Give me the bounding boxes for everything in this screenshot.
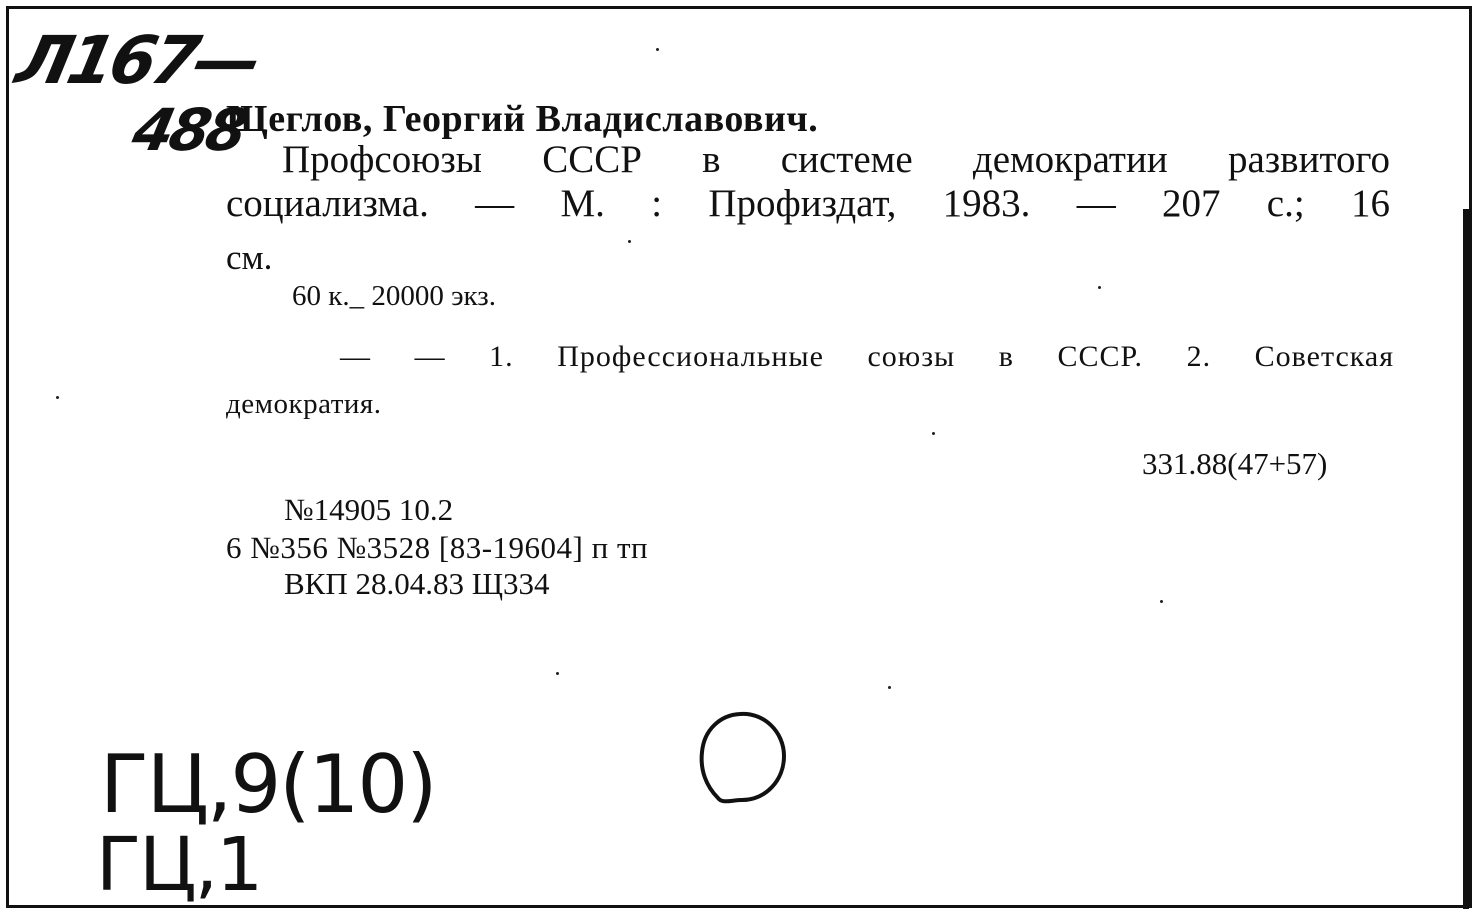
scan-speck — [56, 396, 59, 399]
scan-speck — [932, 432, 935, 435]
handwritten-code-1: ГЦ,9(10) — [100, 738, 436, 831]
author-heading: Щеглов, Георгий Владиславович. — [226, 98, 819, 140]
handwritten-code-2: ГЦ,1 — [96, 822, 262, 908]
card-number-line: №14905 10.2 — [284, 492, 454, 527]
title-line-3: см. — [226, 238, 273, 277]
price-and-print-run: 60 к._ 20000 экз. — [292, 280, 496, 312]
handwritten-shelf-mark: Л167— — [9, 22, 265, 99]
scan-speck — [1098, 286, 1101, 289]
title-line-2: социализма. — М. : Профиздат, 1983. — 207 с.; 16 — [226, 182, 1390, 225]
subject-headings-line-1: — — 1. Профессиональные союзы в СССР. 2. Советская — [340, 340, 1394, 373]
chamber-registration-line: ВКП 28.04.83 Щ334 — [284, 566, 550, 601]
subject-headings-line-2: демократия. — [226, 388, 382, 420]
scan-speck — [628, 240, 631, 243]
title-line-1: Профсоюзы СССР в системе демократии развитого — [282, 138, 1390, 181]
punch-hole-icon — [698, 708, 788, 804]
printing-info-line: 6 №356 №3528 [83-19604] п тп — [226, 530, 649, 565]
handwritten-shelf-number: 488 — [126, 96, 251, 164]
scan-speck — [656, 48, 659, 51]
card-edge-shadow — [1463, 209, 1469, 909]
classification-code: 331.88(47+57) — [1142, 446, 1328, 481]
scan-speck — [1160, 600, 1163, 603]
scan-speck — [888, 686, 891, 689]
scan-speck — [556, 672, 559, 675]
